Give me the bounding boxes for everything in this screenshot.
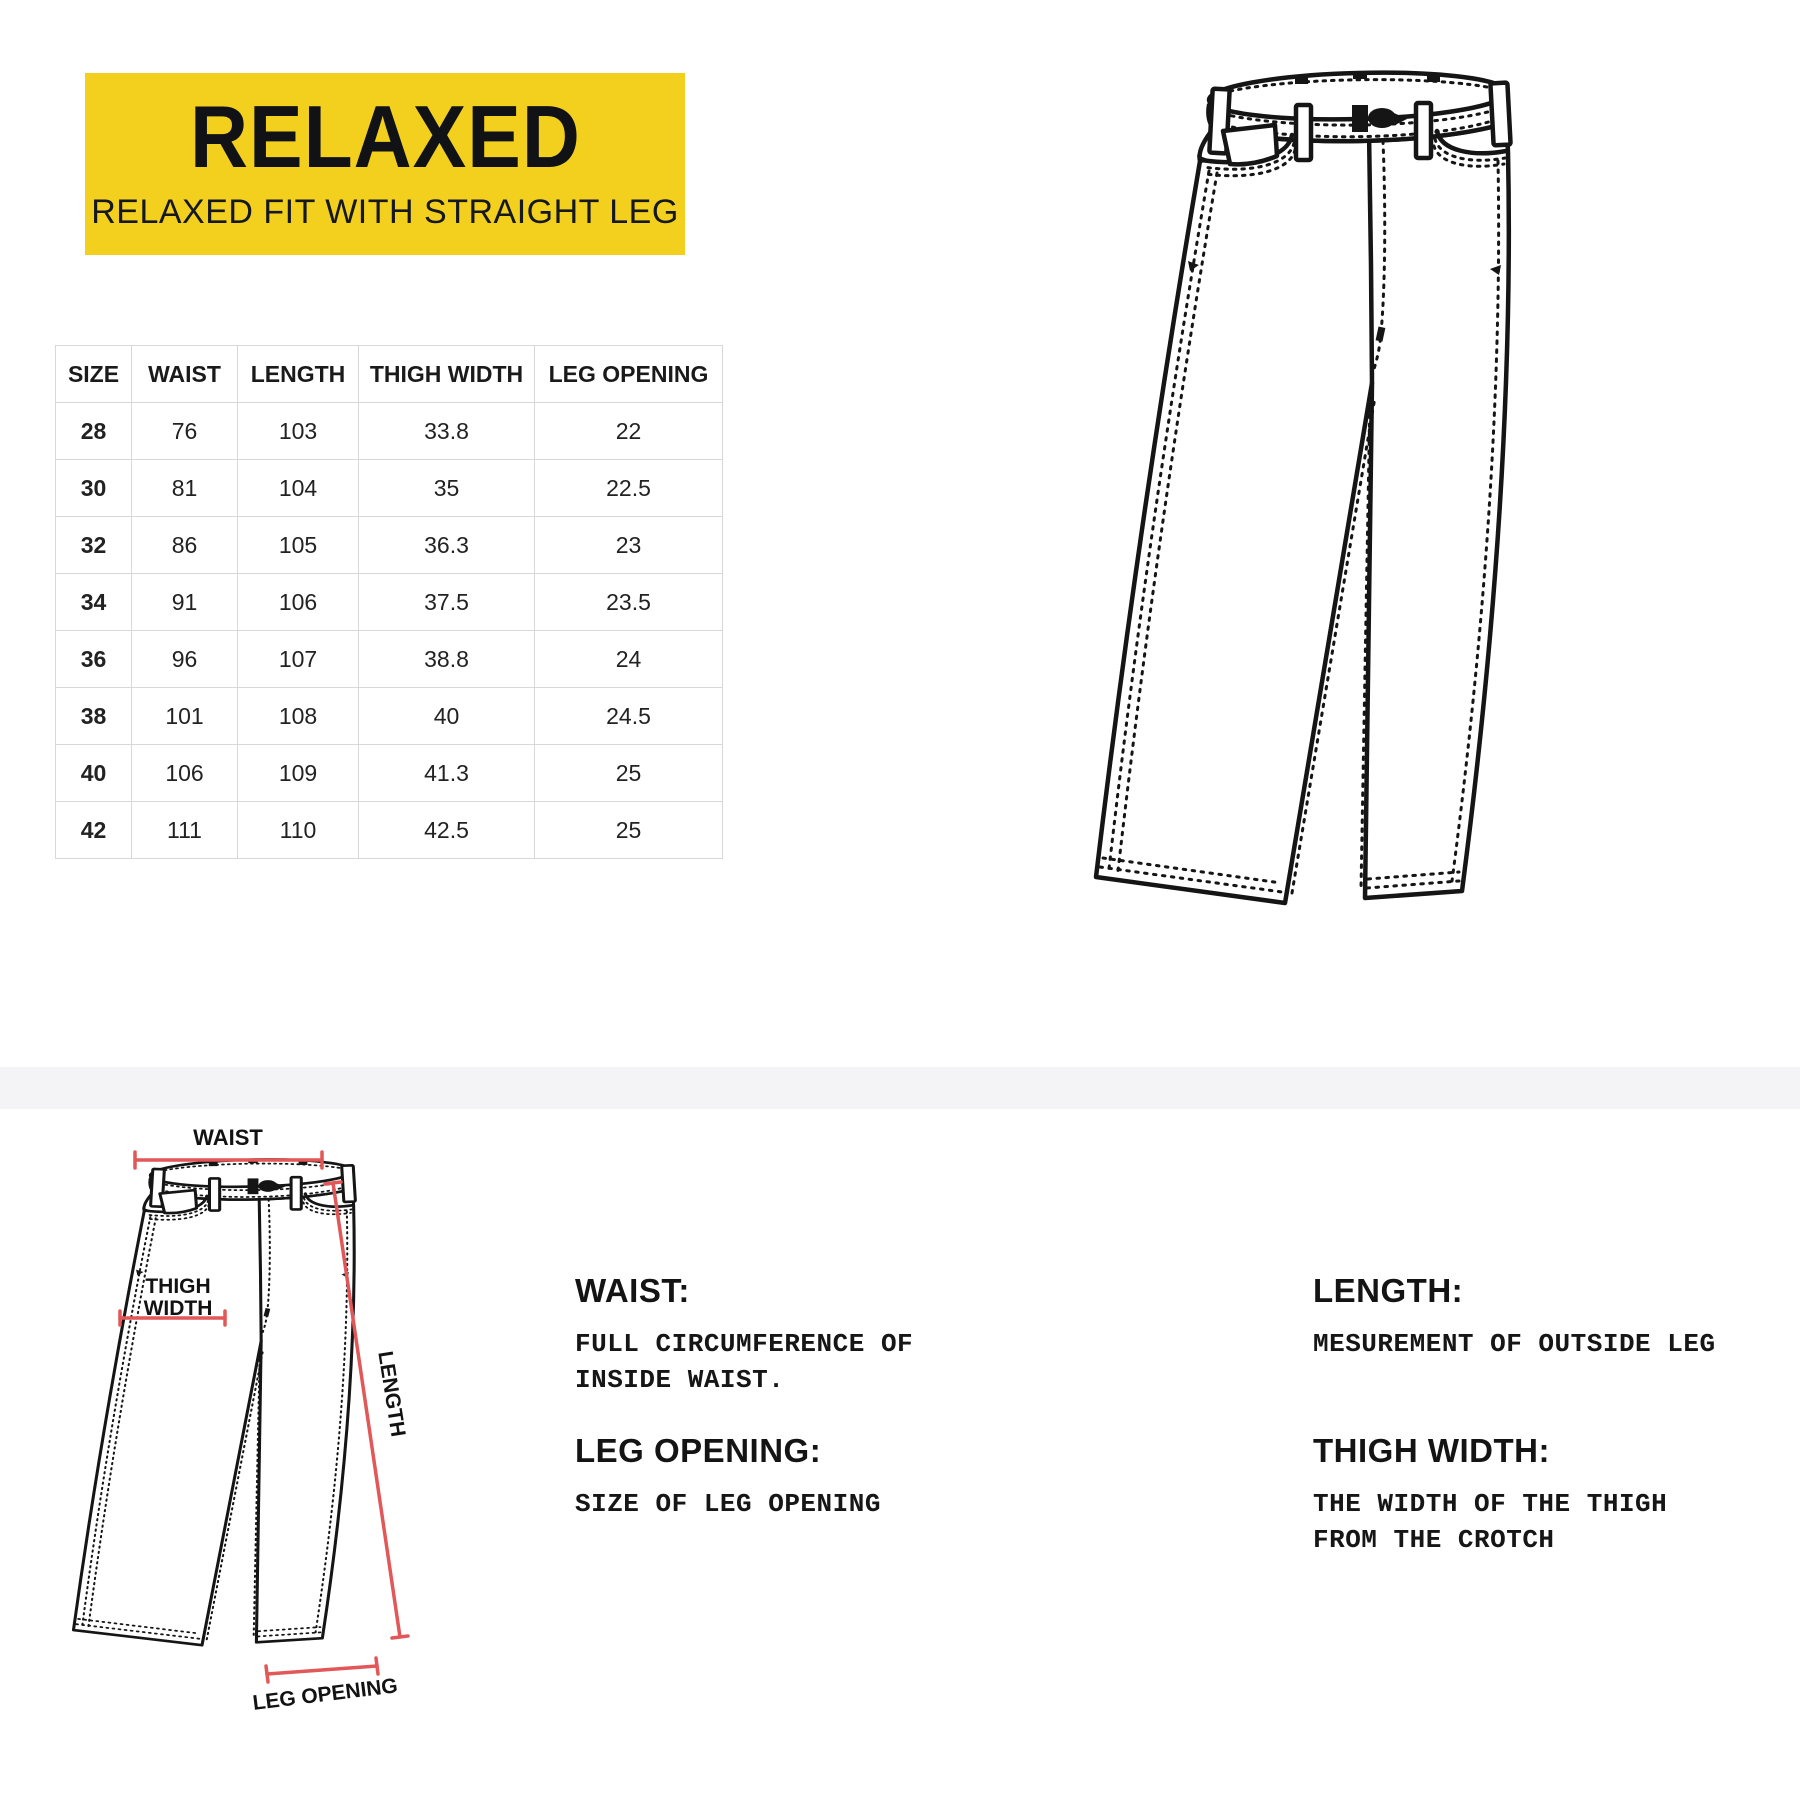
waist-diagram-label: WAIST [193, 1125, 263, 1150]
table-cell: 42.5 [359, 802, 535, 859]
col-header-thigh-width: THIGH WIDTH [359, 346, 535, 403]
definition-text: SIZE OF LEG OPENING [575, 1489, 881, 1519]
table-cell: 38.8 [359, 631, 535, 688]
definition-thigh-width [1313, 1432, 1800, 1558]
pants-small-view [73, 1157, 355, 1645]
table-cell: 35 [359, 460, 535, 517]
pants-front-view [1096, 69, 1511, 903]
table-cell: 40 [359, 688, 535, 745]
definition-text: THE WIDTH OF THE THIGH [1313, 1489, 1668, 1519]
table-cell: 76 [132, 403, 238, 460]
table-cell: 103 [238, 403, 359, 460]
table-cell: 36.3 [359, 517, 535, 574]
fit-title: RELAXED [189, 87, 581, 187]
table-cell: 23.5 [535, 574, 723, 631]
table-row [56, 802, 723, 859]
table-cell: 107 [238, 631, 359, 688]
section-divider [0, 1067, 1800, 1109]
table-cell: 106 [132, 745, 238, 802]
definition-text: MESUREMENT OF OUTSIDE LEG [1313, 1329, 1716, 1359]
table-row [56, 403, 723, 460]
fit-banner [85, 73, 685, 255]
table-cell: 23 [535, 517, 723, 574]
table-cell: 91 [132, 574, 238, 631]
table-cell: 36 [56, 631, 132, 688]
definition-text: FULL CIRCUMFERENCE OF [575, 1329, 914, 1359]
table-cell: 109 [238, 745, 359, 802]
definition-length [1313, 1272, 1800, 1362]
table-row [56, 517, 723, 574]
col-header-leg-opening: LEG OPENING [535, 346, 723, 403]
definition-term: LEG OPENING: [575, 1432, 822, 1469]
table-cell: 25 [535, 802, 723, 859]
table-cell: 96 [132, 631, 238, 688]
size-table-header-row [56, 346, 723, 403]
table-cell: 25 [535, 745, 723, 802]
table-cell: 28 [56, 403, 132, 460]
table-cell: 86 [132, 517, 238, 574]
definition-text: INSIDE WAIST. [575, 1365, 785, 1395]
table-cell: 34 [56, 574, 132, 631]
pants-illustration [1085, 65, 1535, 910]
thigh-width-diagram-label-2: WIDTH [143, 1297, 213, 1320]
table-cell: 32 [56, 517, 132, 574]
size-table [55, 345, 723, 859]
table-cell: 108 [238, 688, 359, 745]
table-cell: 33.8 [359, 403, 535, 460]
table-cell: 106 [238, 574, 359, 631]
definition-term: LENGTH: [1313, 1272, 1464, 1309]
col-header-length: LENGTH [238, 346, 359, 403]
table-cell: 111 [132, 802, 238, 859]
table-cell: 38 [56, 688, 132, 745]
table-cell: 22.5 [535, 460, 723, 517]
leg-opening-diagram-label: LEG OPENING [251, 1674, 399, 1715]
table-row [56, 574, 723, 631]
measurement-diagram [60, 1125, 540, 1745]
table-cell: 30 [56, 460, 132, 517]
table-cell: 41.3 [359, 745, 535, 802]
table-cell: 24 [535, 631, 723, 688]
table-cell: 37.5 [359, 574, 535, 631]
definition-term: THIGH WIDTH: [1313, 1432, 1550, 1469]
table-cell: 101 [132, 688, 238, 745]
col-header-waist: WAIST [132, 346, 238, 403]
table-row [56, 631, 723, 688]
col-header-size: SIZE [56, 346, 132, 403]
definition-term: WAIST: [575, 1272, 690, 1309]
length-diagram-label: LENGTH [373, 1349, 410, 1439]
table-row [56, 460, 723, 517]
definition-text: FROM THE CROTCH [1313, 1525, 1555, 1555]
table-cell: 81 [132, 460, 238, 517]
leg-opening-measure-line [267, 1666, 377, 1674]
table-row [56, 688, 723, 745]
table-cell: 105 [238, 517, 359, 574]
table-cell: 40 [56, 745, 132, 802]
definition-leg-opening [575, 1432, 1135, 1522]
table-cell: 22 [535, 403, 723, 460]
table-cell: 24.5 [535, 688, 723, 745]
table-cell: 42 [56, 802, 132, 859]
fit-subtitle: RELAXED FIT WITH STRAIGHT LEG [91, 192, 679, 231]
thigh-width-diagram-label-1: THIGH [145, 1275, 211, 1298]
table-cell: 104 [238, 460, 359, 517]
table-cell: 110 [238, 802, 359, 859]
definition-waist [575, 1272, 1135, 1398]
table-row [56, 745, 723, 802]
